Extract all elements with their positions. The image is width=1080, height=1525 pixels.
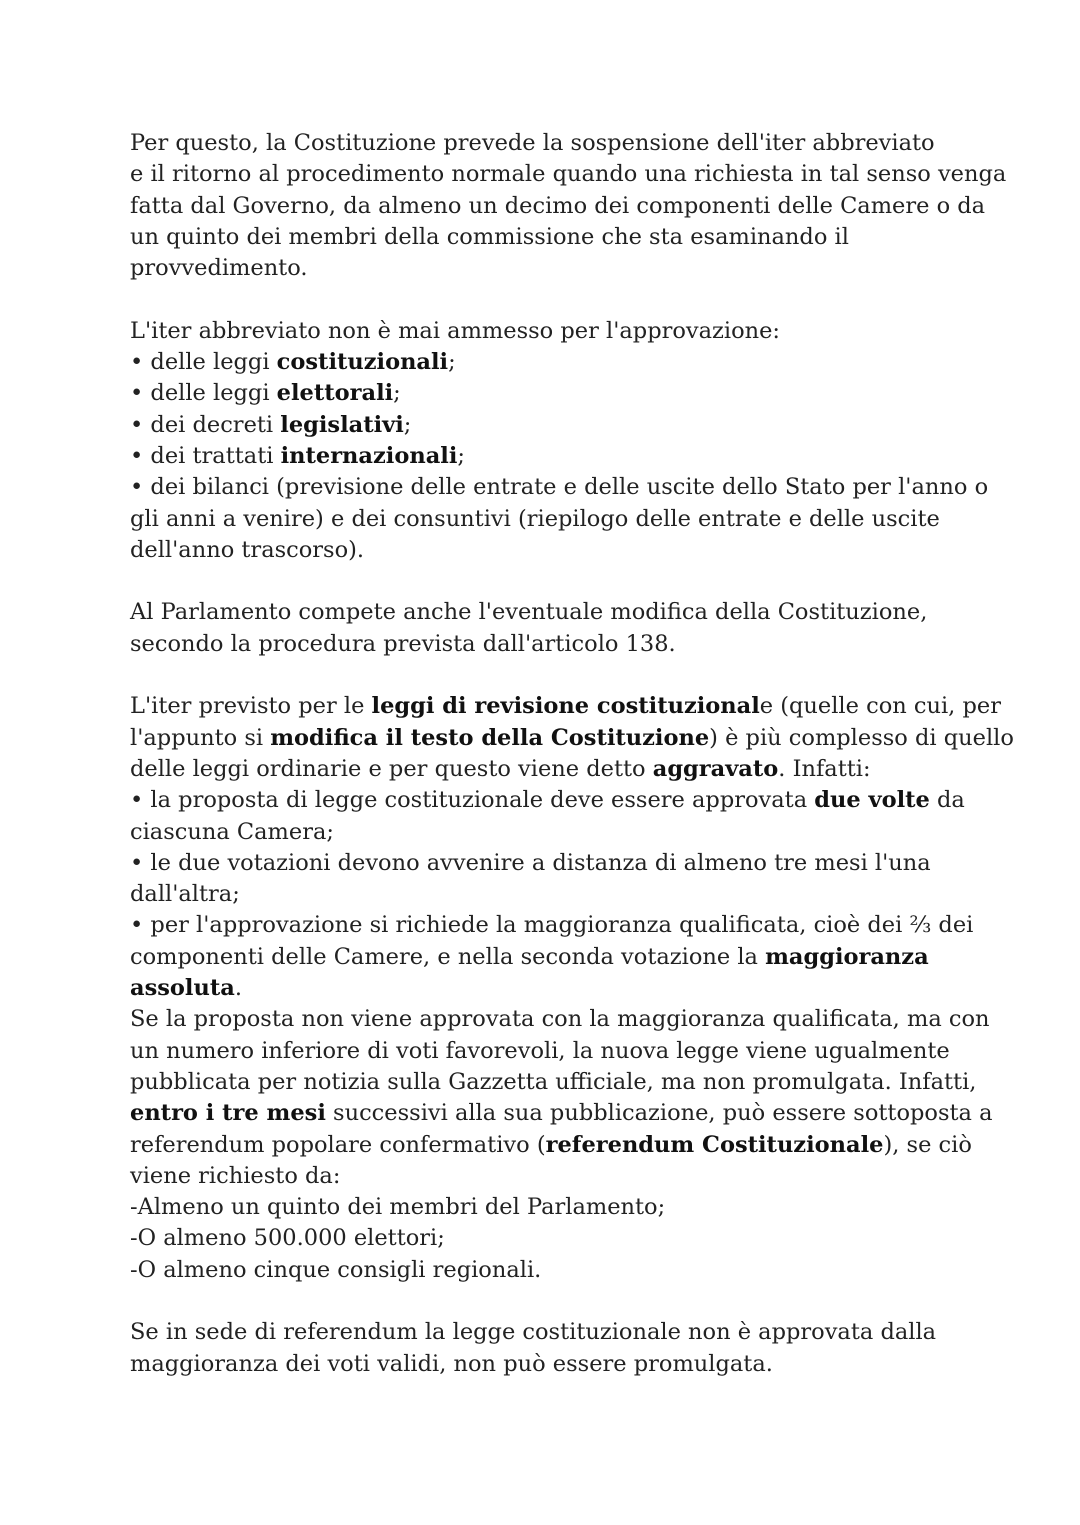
text-line: pubblicata per notizia sulla Gazzetta ufficiale, ma non promulgata. Infatti, [130,1068,977,1095]
list-item: -Almeno un quinto dei membri del Parlamento; [130,1194,666,1221]
paragraph-gap [130,566,990,597]
text-line: provvedimento. [130,255,308,282]
list-item: • dei bilanci (previsione delle entrate e delle uscite dello Stato per l'anno o [130,474,989,501]
paragraph-gap [130,660,990,691]
text-line: fatta dal Governo, da almeno un decimo dei componenti delle Camere o da [130,192,986,219]
text-line: maggioranza dei voti validi, non può essere promulgata. [130,1350,773,1377]
text-line: dell'anno trascorso). [130,536,365,563]
text-line: Per questo, la Costituzione prevede la sospensione dell'iter abbreviato [130,130,935,156]
text-line: viene richiesto da: [130,1162,341,1189]
paragraph-sospensione-iter [130,128,1007,284]
list-item: • delle leggi elettorali; [130,380,401,407]
paragraph-gap [130,1286,990,1317]
text-line: delle leggi ordinarie e per questo viene detto aggravato. Infatti: [130,755,871,782]
list-item: -O almeno cinque consigli regionali. [130,1256,542,1283]
text-line: L'iter abbreviato non è mai ammesso per l'approvazione: [130,317,781,344]
list-item: • la proposta di legge costituzionale deve essere approvata due volte da [130,787,965,814]
paragraph-esclusioni-iter [130,316,990,566]
document-page [130,128,1014,1380]
text-line: Al Parlamento compete anche l'eventuale modifica della Costituzione, [130,599,928,626]
text-line: assoluta. [130,975,242,1002]
paragraph-referendum [130,1317,990,1380]
list-item: • per l'approvazione si richiede la maggioranza qualificata, cioè dei ⅔ dei [130,912,974,939]
paragraph-iter-aggravato [130,691,1014,1286]
text-line: L'iter previsto per le leggi di revisione costituzionale (quelle con cui, per [130,693,1001,720]
paragraph-gap [130,284,990,315]
text-line: l'appunto si modifica il testo della Costituzione) è più complesso di quello [130,724,1014,751]
text-line: ciascuna Camera; [130,818,334,845]
paragraph-modifica-costituzione [130,597,990,660]
text-line: un quinto dei membri della commissione che sta esaminando il [130,223,849,250]
text-line: un numero inferiore di voti favorevoli, la nuova legge viene ugualmente [130,1037,950,1064]
text-line: componenti delle Camere, e nella seconda votazione la maggioranza [130,943,929,970]
text-line: secondo la procedura prevista dall'articolo 138. [130,630,676,657]
text-line: e il ritorno al procedimento normale quando una richiesta in tal senso venga [130,161,1007,188]
text-line: entro i tre mesi successivi alla sua pubblicazione, può essere sottoposta a [130,1100,993,1127]
list-item: • delle leggi costituzionali; [130,349,456,376]
list-item: • le due votazioni devono avvenire a distanza di almeno tre mesi l'una [130,849,931,876]
list-item: • dei decreti legislativi; [130,411,412,438]
list-item: -O almeno 500.000 elettori; [130,1225,445,1252]
text-line: gli anni a venire) e dei consuntivi (riepilogo delle entrate e delle uscite [130,505,940,532]
list-item: • dei trattati internazionali; [130,442,465,469]
text-line: referendum popolare confermativo (referendum Costituzionale), se ciò [130,1131,972,1158]
text-line: dall'altra; [130,881,240,908]
text-line: Se in sede di referendum la legge costituzionale non è approvata dalla [130,1319,937,1346]
text-line: Se la proposta non viene approvata con la maggioranza qualificata, ma con [130,1006,990,1033]
